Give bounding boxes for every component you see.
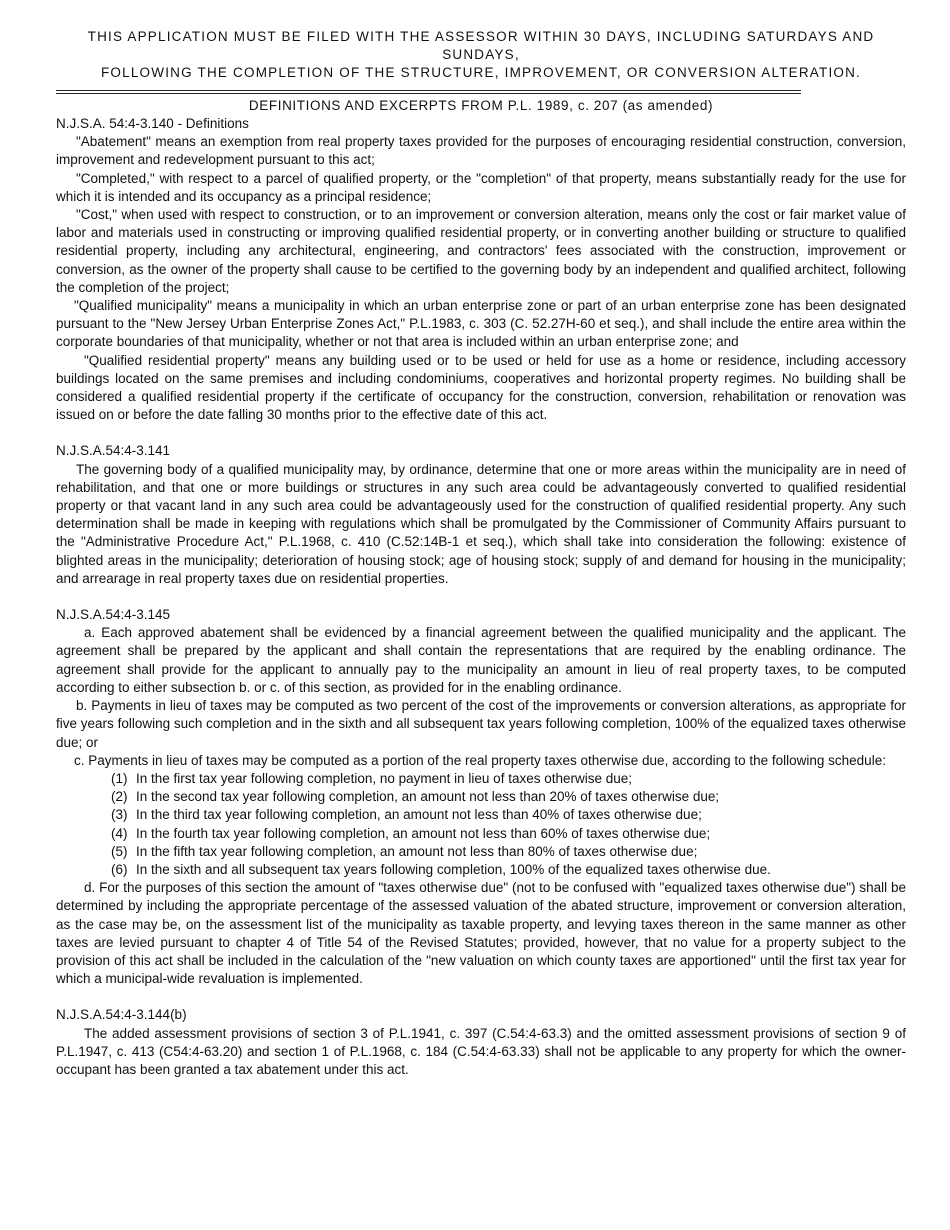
definition-qualified-municipality: "Qualified municipality" means a municipality in which an urban enterprise zone or part of an urban enterprise zone has been designated pursuant to the "New Jersey Urban Enterprise Zones Act," P.L.1983, c. 303 (C. 52.27H-60 et seq.), and shall include the entire area within the corporate boundaries of that municipality, whether or not that area is included within an urban enterprise zone; and [56,298,906,350]
list-item-text: In the sixth and all subsequent tax years following completion, 100% of the equalized taxes otherwise due. [136,861,771,877]
section-144b-body: The added assessment provisions of section 3 of P.L.1941, c. 397 (C.54:4-63.3) and the omitted assessment provisions of section 9 of P.L.1947, c. 413 (C54:4-63.20) and section 1 of P.L.1968, c. 184 (C.54:4-63.33) shall not be applicable to any property for which the owner-occupant has been granted a tax abatement under this act. [56,1025,906,1077]
list-item [111,861,906,879]
section-spacer [56,988,906,1006]
list-item [111,806,906,824]
list-item-text: In the third tax year following completion, an amount not less than 40% of taxes otherwise due; [136,807,702,823]
list-item-number: (4) [111,825,128,841]
payment-schedule-list [111,770,906,879]
definition-completed: "Completed," with respect to a parcel of qualified property, or the "completion" of that property, means substantially ready for the use for which it is intended and its occupancy as a principal residence; [56,170,906,204]
document-page [56,28,906,1079]
list-item-number: (3) [111,807,128,823]
definitions-heading: DEFINITIONS AND EXCERPTS FROM P.L. 1989, c. 207 (as amended) [248,98,714,113]
subsection-b: b. Payments in lieu of taxes may be computed as two percent of the cost of the improvements or conversion alterations, as appropriate for five years following such completion and in the sixth and all subsequent tax years following completion, 100% of the equalized taxes otherwise due; or [56,698,906,750]
list-item-number: (2) [111,789,128,805]
list-item-text: In the first tax year following completion, no payment in lieu of taxes otherwise due; [136,770,633,786]
section-heading-140: N.J.S.A. 54:4-3.140 - Definitions [56,116,249,131]
section-spacer [56,424,906,442]
subsection-d: d. For the purposes of this section the amount of "taxes otherwise due" (not to be confused with "equalized taxes otherwise due") shall be determined by including the appropriate percentage of the assessed valuation of the abated structure, improvement or conversion alteration, as the case may be, on the assessment list of the municipality as taxable property, and levying taxes thereon in the same manner as other taxes are levied pursuant to chapter 4 of Title 54 of the Revised Statutes; provided, however, that no value for a property subject to the provision of this act shall be included in the calculation of the "new valuation on which county taxes are apportioned" until the first tax year for which a municipal-wide revaluation is implemented. [56,880,906,987]
list-item-text: In the second tax year following completion, an amount not less than 20% of taxes otherwise due; [136,789,720,805]
filing-notice-line-2: FOLLOWING THE COMPLETION OF THE STRUCTURE, IMPROVEMENT, OR CONVERSION ALTERATION. [100,65,862,80]
section-spacer [56,588,906,606]
list-item-text: In the fifth tax year following completion, an amount not less than 80% of taxes otherwise due; [136,843,698,859]
definition-abatement: "Abatement" means an exemption from real property taxes provided for the purposes of encouraging residential construction, conversion, improvement and redevelopment pursuant to this act; [56,134,906,168]
double-rule-divider [56,90,801,94]
subsection-c: c. Payments in lieu of taxes may be computed as a portion of the real property taxes otherwise due, according to the following schedule: [74,752,886,768]
section-heading-145: N.J.S.A.54:4-3.145 [56,607,171,623]
subsection-a: a. Each approved abatement shall be evidenced by a financial agreement between the qualified municipality and the applicant. The agreement shall be prepared by the applicant and shall contain the representations that are required by the enabling ordinance. The agreement shall provide for the applicant to annually pay to the municipality an amount in lieu of real property taxes, to be computed according to either subsection b. or c. of this section, as provided for in the enabling ordinance. [56,625,906,695]
list-item [111,788,906,806]
list-item-number: (1) [111,770,128,786]
section-heading-144b: N.J.S.A.54:4-3.144(b) [56,1007,187,1023]
definition-qualified-residential-property: "Qualified residential property" means any building used or to be used or held for use as a home or residence, including accessory buildings located on the same premises and including condominiums, cooperatives and horizontal property regimes. No building shall be considered a qualified residential property if the certificate of occupancy for the construction, conversion, rehabilitation or renovation was issued on or before the date falling 30 months prior to the effective date of this act. [56,352,906,423]
list-item [111,770,906,788]
definition-cost: "Cost," when used with respect to construction, or to an improvement or conversion alteration, means only the cost or fair market value of labor and materials used in constructing or improving qualified residential property, or in converting another building or structure to qualified residential property, including any architectural, engineering, and contractors' fees associated with the construction, improvement or conversion, as the owner of the property shall cause to be certified to the governing body by an independent and qualified architect, following the completion of the project; [56,207,906,295]
list-item-number: (6) [111,861,128,877]
filing-notice [56,28,906,82]
list-item [111,843,906,861]
list-item-number: (5) [111,843,128,859]
section-141-body: The governing body of a qualified municipality may, by ordinance, determine that one or more areas within the municipality are in need of rehabilitation, and that one or more buildings or structures in any such area could be advantageously converted to qualified residential property or that vacant land in any such area could be advantageously used for the construction of qualified residential property. Any such determination shall be made in keeping with regulations which shall be promulgated by the Commissioner of Community Affairs pursuant to the "Administrative Procedure Act," P.L.1968, c. 410 (C.52:14B-1 et seq.), which shall take into consideration the following: existence of blighted areas in the municipality; deterioration of housing stock; age of housing stock; supply of and demand for housing in the municipality; and arrearage in real property taxes due on residential properties. [56,461,906,586]
list-item [111,825,906,843]
list-item-text: In the fourth tax year following completion, an amount not less than 60% of taxes otherwise due; [136,825,711,841]
filing-notice-line-1: THIS APPLICATION MUST BE FILED WITH THE ASSESSOR WITHIN 30 DAYS, INCLUDING SATURDAYS AND SUNDAYS, [87,29,875,62]
section-heading-141: N.J.S.A.54:4-3.141 [56,443,171,459]
